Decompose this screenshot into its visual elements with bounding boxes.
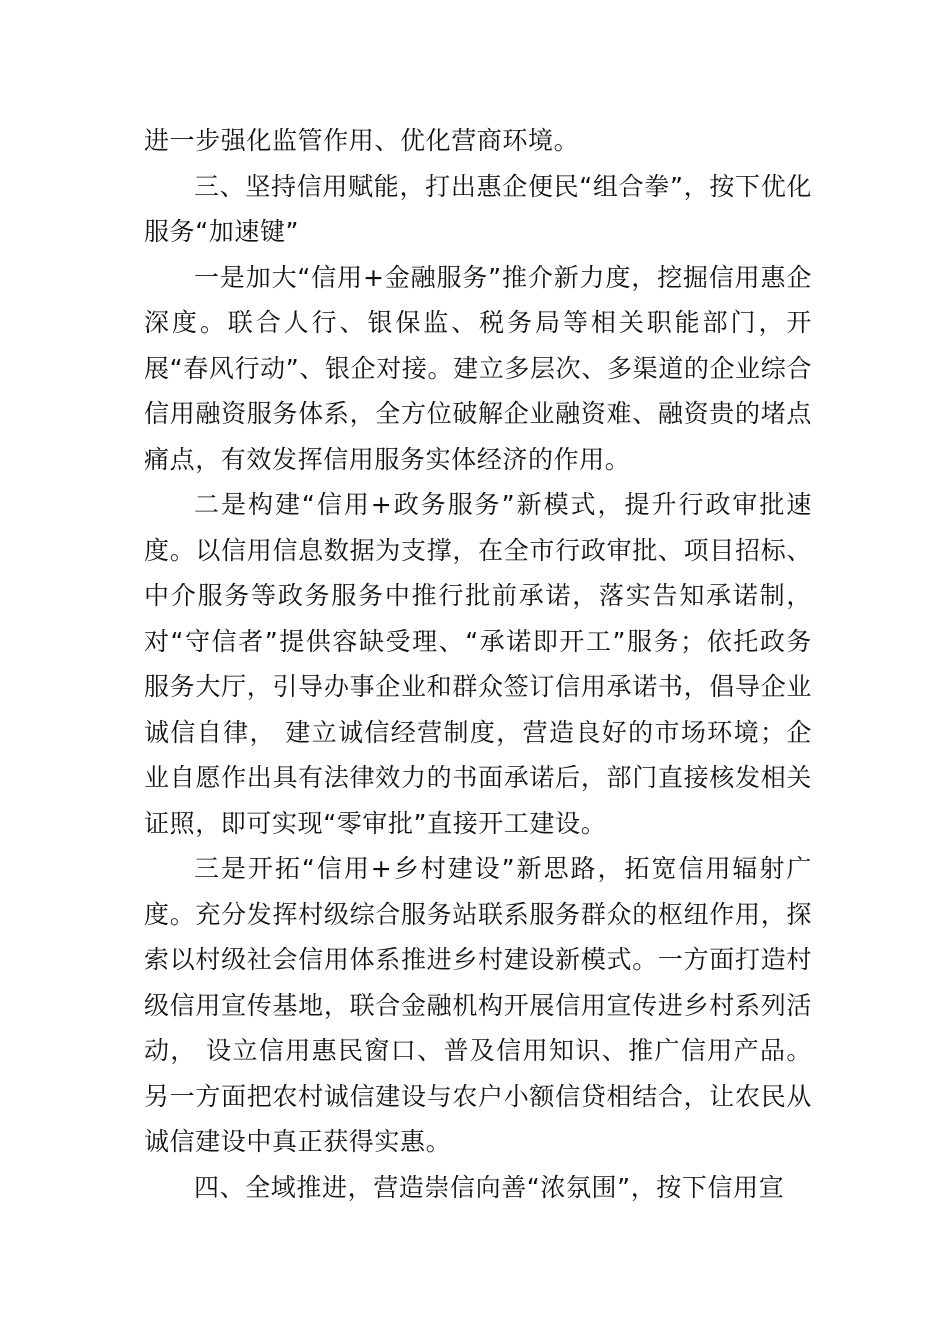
paragraph-continuation: 进一步强化监管作用、优化营商环境。 — [144, 126, 580, 155]
paragraph-finance-service: 一是加大“信用+金融服务”推介新力度，挖掘信用惠企深度。联合人行、银保监、税务局等相关职能部门，开展“春风行动”、银企对接。建立多层次、多渠道的企业综合信用融资服务体系，全方位破解企业融资难、融资贵的堵点痛点，有效发挥信用服务实体经济的作用。 — [144, 262, 812, 474]
paragraph-government-service: 二是构建“信用+政务服务”新模式，提升行政审批速度。以信用信息数据为支撑，在全市行政审批、项目招标、中介服务等政务服务中推行批前承诺，落实告知承诺制，对“守信者”提供容缺受理、“承诺即开工”服务；依托政务服务大厅，引导办事企业和群众签订信用承诺书，倡导企业诚信自律， 建立诚信经营制度，营造良好的市场环境；企业自愿作出具有法律效力的书面承诺后，部门直接核发相关证照，即可实现“零审批”直接开工建设。 — [144, 490, 812, 838]
section-heading-3: 三、坚持信用赋能，打出惠企便民“组合拳”，按下优化服务“加速键” — [144, 171, 812, 246]
document-body — [144, 118, 812, 1210]
paragraph-rural-construction: 三是开拓“信用+乡村建设”新思路，拓宽信用辐射广度。充分发挥村级综合服务站联系服务群众的枢纽作用，探索以村级社会信用体系推进乡村建设新模式。一方面打造村级信用宣传基地，联合金融机构开展信用宣传进乡村系列活动， 设立信用惠民窗口、普及信用知识、推广信用产品。另一方面把农村诚信建设与农户小额信贷相结合，让农民从诚信建设中真正获得实惠。 — [144, 854, 812, 1156]
section-heading-4: 四、全域推进，营造崇信向善“浓氛围”，按下信用宣 — [194, 1172, 785, 1202]
